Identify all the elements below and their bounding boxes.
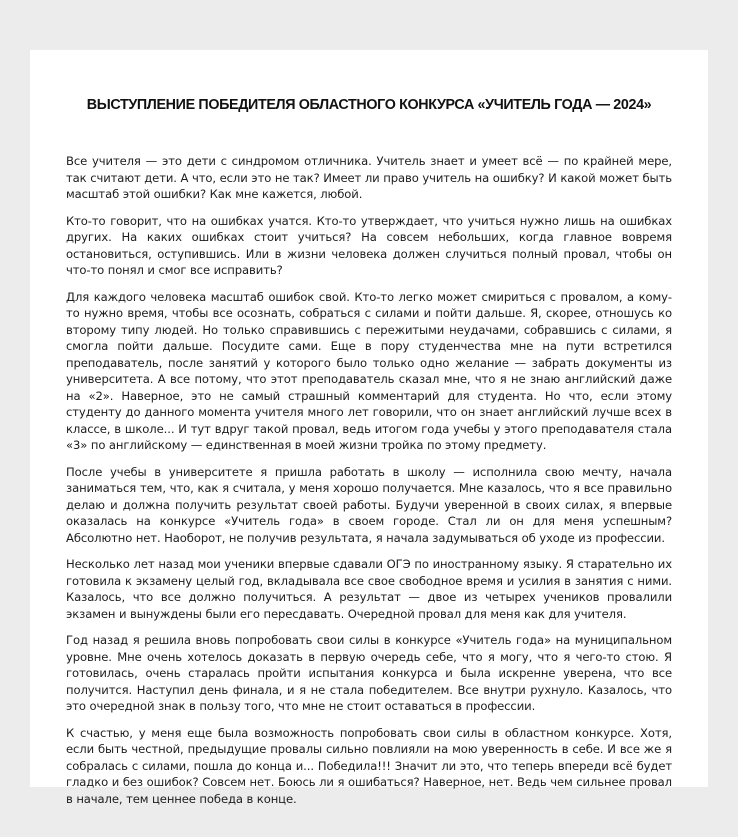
paragraph-4: После учебы в университете я пришла работать в школу — исполнила свою мечту, начала заниматься тем, что, как я считала, у меня хорошо получается. Мне казалось, что я все правильно делаю и должна получить результат своей работы. Будучи уверенной в своих силах, я впервые оказалась на конкурсе «Учитель года» в своем городе. Стал ли он для меня успешным? Абсолютно нет. Наоборот, не получив результата, я начала задумываться об уходе из профессии.	[66, 464, 672, 545]
document-page	[30, 50, 708, 806]
paragraph-1: Все учителя — это дети с синдромом отличника. Учитель знает и умеет всё — по крайней мере, так считают дети. А что, если это не так? Имеет ли право учитель на ошибку? И какой может быть масштаб этой ошибки? Как мне кажется, любой.	[66, 154, 672, 201]
document-title: ВЫСТУПЛЕНИЕ ПОБЕДИТЕЛЯ ОБЛАСТНОГО КОНКУРСА «УЧИТЕЛЬ ГОДА — 2024»	[86, 97, 652, 113]
paragraph-6: Год назад я решила вновь попробовать свои силы в конкурсе «Учитель года» на муниципальном уровне. Мне очень хотелось доказать в первую очередь себе, что я могу, что я чего-то стою. Я готовилась, очень старалась пройти испытания конкурса и была искренне уверена, что все получится. Наступил день финала, и я не стала победителем. Все внутри рухнуло. Казалось, что это очередной знак в пользу того, что мне не стоит оставаться в профессии.	[66, 633, 672, 713]
paragraph-2: Кто-то говорит, что на ошибках учатся. Кто-то утверждает, что учиться нужно лишь на ошибках других. На каких ошибках стоит учиться? На совсем небольших, когда главное вовремя остановиться, оступившись. Или в жизни человека должен случиться полный провал, чтобы он что-то понял и смог все исправить?	[66, 213, 672, 277]
paragraph-5: Несколько лет назад мои ученики впервые сдавали ОГЭ по иностранному языку. Я старательно их готовила к экзамену целый год, вкладывала все свое свободное время и усилия в занятия с ними. Казалось, что все должно получиться. А результат — двое из четырех учеников провалили экзамен и вынуждены были его пересдавать. Очередной провал для меня как для учителя.	[66, 557, 672, 621]
paragraph-3: Для каждого человека масштаб ошибок свой. Кто-то легко может смириться с провалом, а кому-то нужно время, чтобы все осознать, собраться с силами и пойти дальше. Я, скорее, отношусь ко второму типу людей. Но только справившись с пережитыми неудачами, собравшись с силами, я смогла пойти дальше. Посудите сами. Еще в пору студенчества мне на пути встретился преподаватель, после занятий у которого было только одно желание — забрать документы из университета. А все потому, что этот преподаватель сказал мне, что я не знаю английский даже на «2». Наверное, это не самый страшный комментарий для студента. Но что, если этому студенту до данного момента учителя много лет говорили, что он знает английский лучше всех в классе, в школе... И тут вдруг такой провал, ведь итогом года учебы у этого преподавателя стала «3» по английскому — единственная в моей жизни тройка по этому предмету.	[66, 289, 672, 452]
paragraph-7: К счастью, у меня еще была возможность попробовать свои силы в областном конкурсе. Хотя, если быть честной, предыдущие провалы сильно повлияли на мою уверенность в себе. И все же я собралась с силами, пошла до конца и... Победила!!! Значит ли это, что теперь впереди всё будет гладко и без ошибок? Совсем нет. Боюсь ли я ошибаться? Наверное, нет. Ведь чем сильнее провал в начале, тем ценнее победа в конце.	[66, 725, 672, 806]
